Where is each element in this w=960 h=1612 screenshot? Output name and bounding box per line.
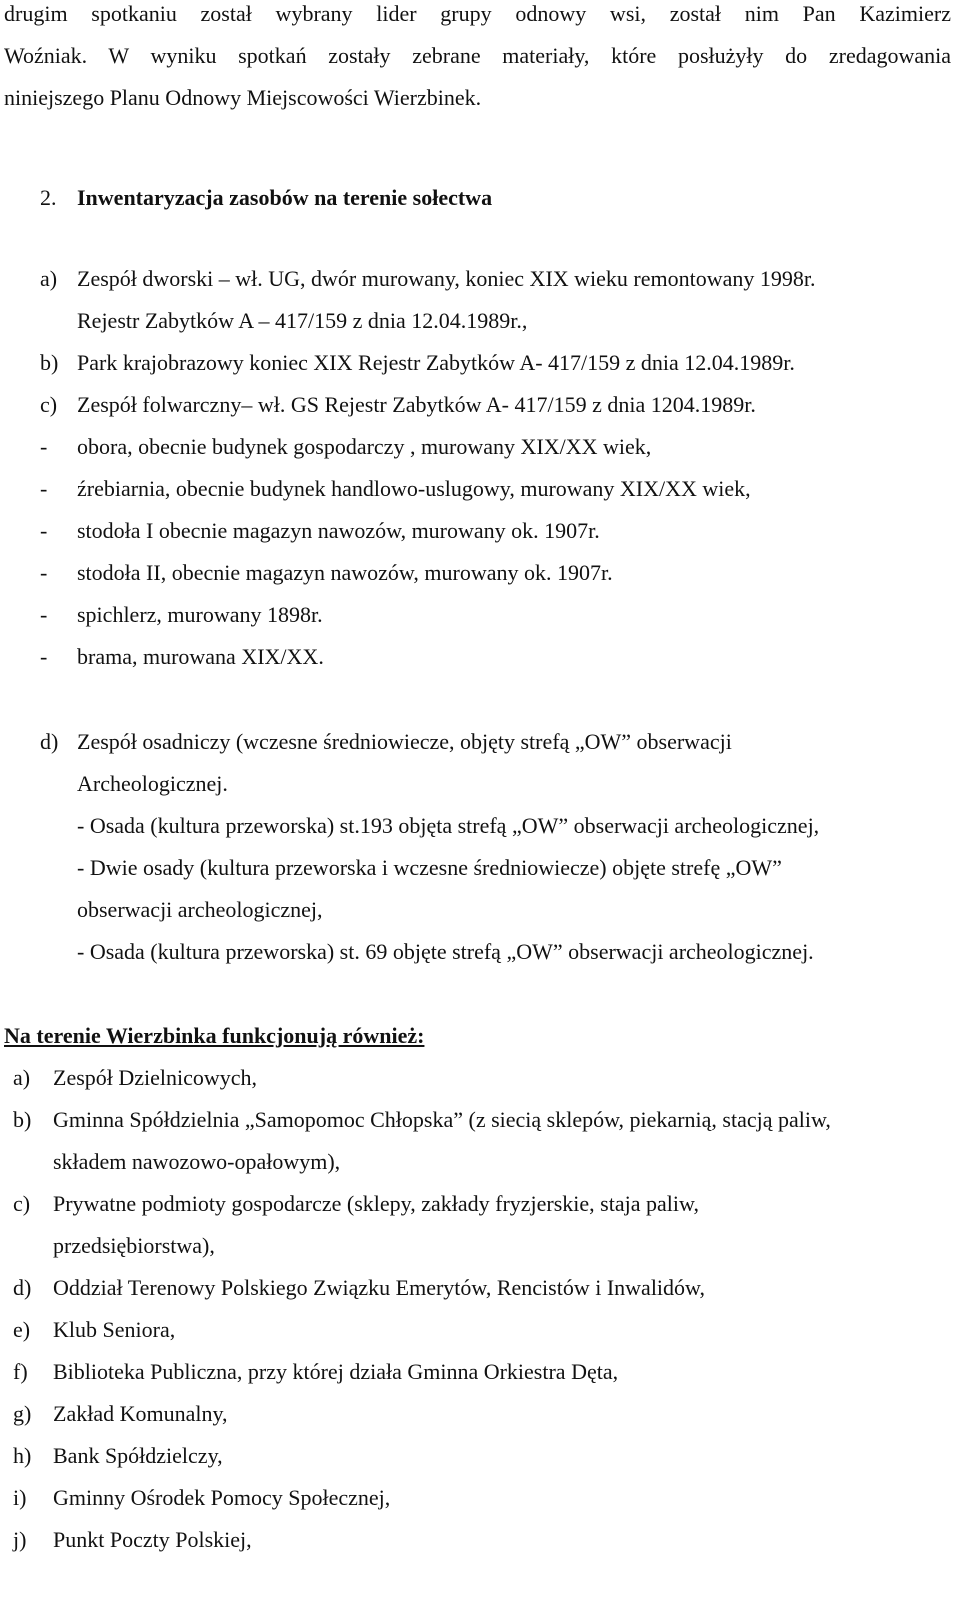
list-item: Prywatne podmioty gospodarcze (sklepy, zakłady fryzjerskie, staja paliw, (53, 1191, 699, 1216)
list-item: Oddział Terenowy Polskiego Związku Emerytów, Rencistów i Inwalidów, (53, 1275, 706, 1300)
list-item: obora, obecnie budynek gospodarczy , murowany XIX/XX wiek, (77, 434, 652, 459)
intro-line-2: Woźniak. W wyniku spotkań zostały zebrane materiały, które posłużyły do zredagowania (4, 43, 951, 68)
section-number: 2. (40, 185, 57, 210)
list-marker: d) (13, 1275, 32, 1300)
list-marker: e) (13, 1317, 31, 1342)
list-item-continuation: przedsiębiorstwa), (53, 1233, 215, 1258)
list-item: Biblioteka Publiczna, przy której działa Gminna Orkiestra Dęta, (53, 1359, 619, 1384)
dash-marker: - (40, 602, 48, 627)
dash-marker: - (40, 560, 48, 585)
list-item: Bank Spółdzielczy, (53, 1443, 223, 1468)
dash-marker: - (40, 476, 48, 501)
list-item: spichlerz, murowany 1898r. (77, 602, 323, 627)
list-marker: a) (13, 1065, 31, 1090)
list-item: Zespół Dzielnicowych, (53, 1065, 258, 1090)
list-item: źrebiarnia, obecnie budynek handlowo-uslugowy, murowany XIX/XX wiek, (77, 476, 751, 501)
intro-line-1: drugim spotkaniu został wybrany lider grupy odnowy wsi, został nim Pan Kazimierz (4, 1, 951, 26)
inventory-a-line-1: Zespół dworski – wł. UG, dwór murowany, koniec XIX wieku remontowany 1998r. (77, 266, 816, 291)
list-marker: j) (13, 1527, 27, 1552)
list-marker: c) (40, 392, 58, 417)
list-item: Gminny Ośrodek Pomocy Społecznej, (53, 1485, 391, 1510)
dash-marker: - (40, 644, 48, 669)
list-marker: c) (13, 1191, 31, 1216)
list-marker: g) (13, 1401, 32, 1426)
inventory-d-line-5: obserwacji archeologicznej, (77, 897, 323, 922)
list-marker: a) (40, 266, 58, 291)
list-marker: d) (40, 729, 59, 754)
list-item: Gminna Spółdzielnia „Samopomoc Chłopska” (z siecią sklepów, piekarnią, stacją paliw, (53, 1107, 831, 1132)
list-item-continuation: składem nawozowo-opałowym), (53, 1149, 341, 1174)
list-item: stodoła I obecnie magazyn nawozów, murowany ok. 1907r. (77, 518, 600, 543)
inventory-a-line-2: Rejestr Zabytków A – 417/159 z dnia 12.04.1989r., (77, 308, 528, 333)
inventory-c-text: Zespół folwarczny– wł. GS Rejestr Zabytków A- 417/159 z dnia 1204.1989r. (77, 392, 756, 417)
list-marker: f) (13, 1359, 28, 1384)
inventory-b-text: Park krajobrazowy koniec XIX Rejestr Zabytków A- 417/159 z dnia 12.04.1989r. (77, 350, 795, 375)
section-title: Inwentaryzacja zasobów na terenie sołectwa (77, 185, 493, 210)
list-item: Klub Seniora, (53, 1317, 176, 1342)
intro-line-3: niniejszego Planu Odnowy Miejscowości Wierzbinek. (4, 85, 482, 110)
list-marker: i) (13, 1485, 27, 1510)
functioning-heading: Na terenie Wierzbinka funkcjonują również: (4, 1023, 425, 1048)
inventory-d-line-2: Archeologicznej. (77, 771, 228, 796)
list-item: brama, murowana XIX/XX. (77, 644, 324, 669)
inventory-d-line-1: Zespół osadniczy (wczesne średniowiecze, objęty strefą „OW” obserwacji (77, 729, 732, 754)
dash-marker: - (40, 434, 48, 459)
inventory-d-line-6: - Osada (kultura przeworska) st. 69 objęte strefą „OW” obserwacji archeologicznej. (77, 939, 814, 964)
dash-marker: - (40, 518, 48, 543)
list-item: stodoła II, obecnie magazyn nawozów, murowany ok. 1907r. (77, 560, 613, 585)
inventory-d-line-4: - Dwie osady (kultura przeworska i wczesne średniowiecze) objęte strefę „OW” (77, 855, 782, 880)
list-item: Zakład Komunalny, (53, 1401, 228, 1426)
list-marker: b) (13, 1107, 32, 1132)
list-marker: b) (40, 350, 59, 375)
list-marker: h) (13, 1443, 32, 1468)
inventory-d-line-3: - Osada (kultura przeworska) st.193 objęta strefą „OW” obserwacji archeologicznej, (77, 813, 820, 838)
list-item: Punkt Poczty Polskiej, (53, 1527, 252, 1552)
